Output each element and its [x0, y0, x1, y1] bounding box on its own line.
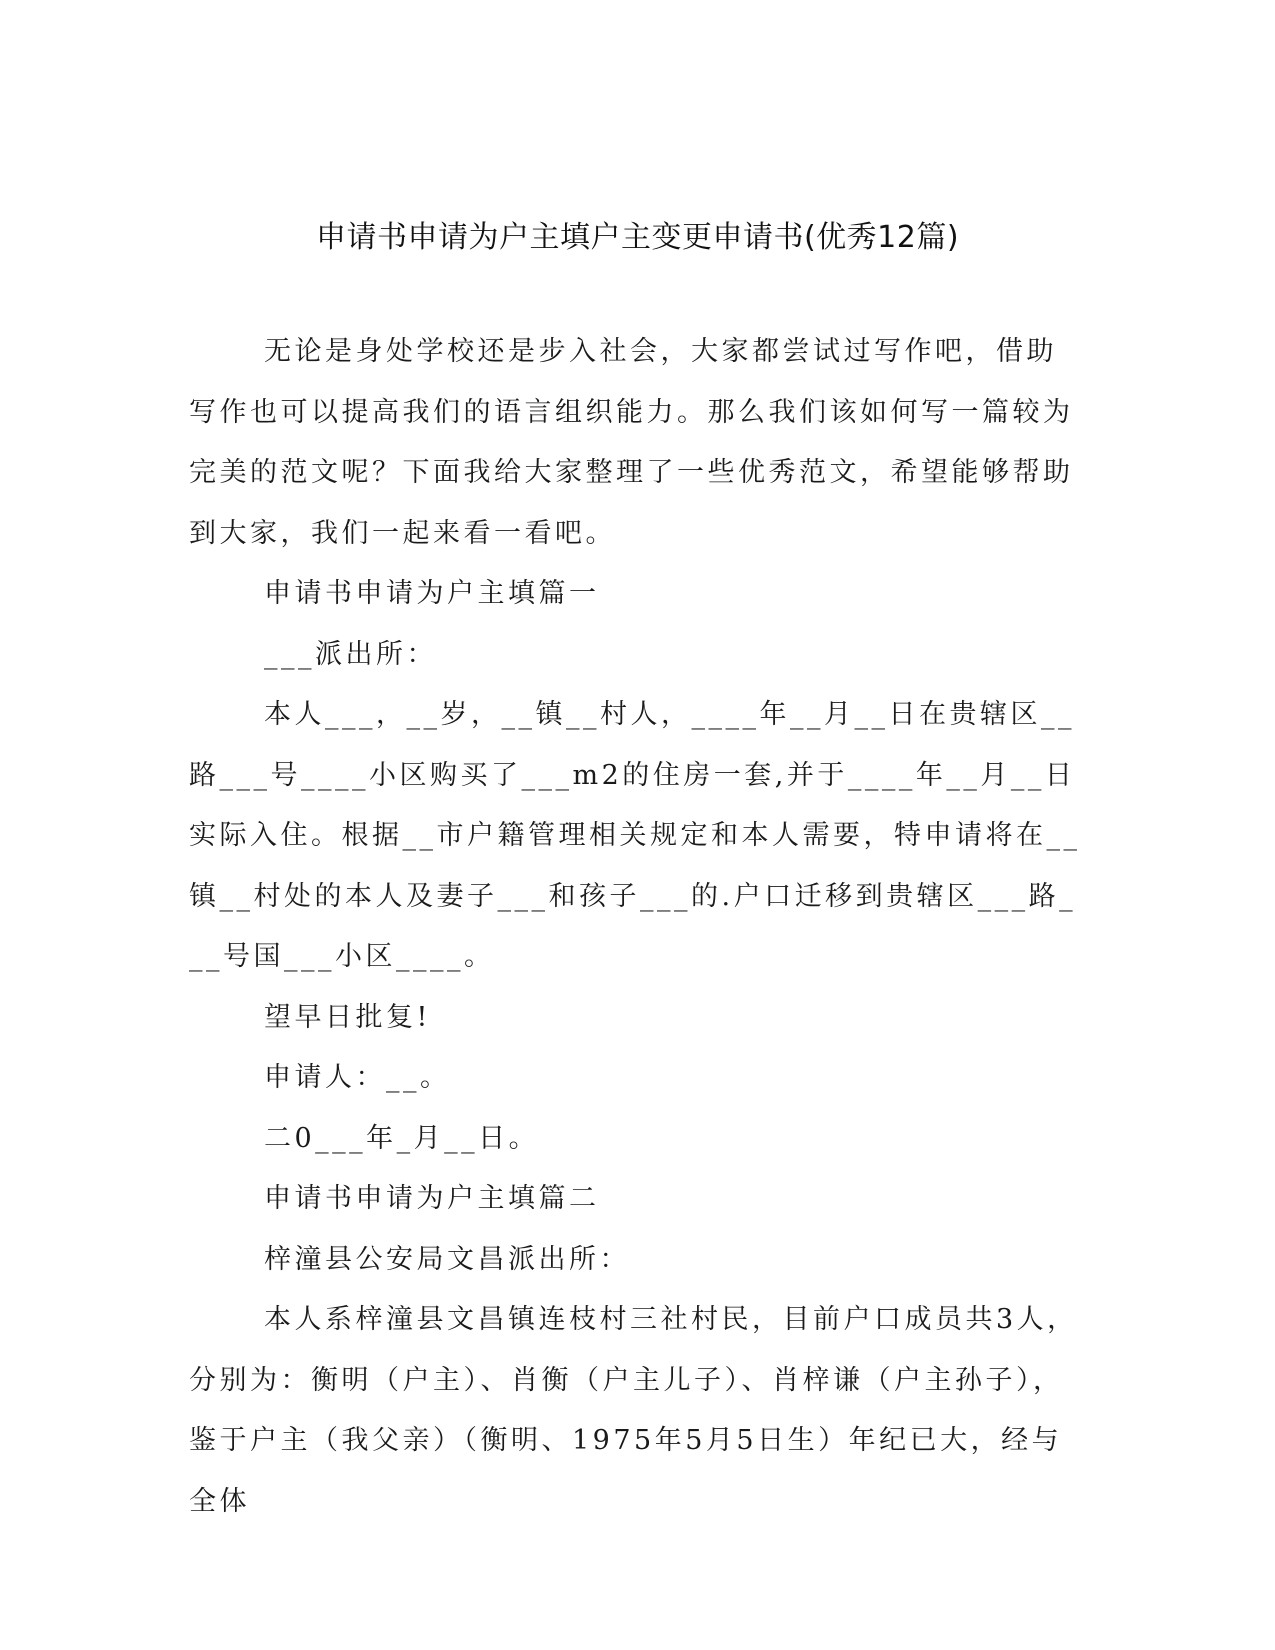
date-line: 二0___年_月__日。	[264, 1122, 540, 1154]
addressee-1: ___派出所：	[264, 638, 437, 670]
section-heading-2: 申请书申请为户主填篇二	[264, 1183, 600, 1214]
body-paragraph-2: 本人系梓潼县文昌镇连枝村三社村民，目前户口成员共3人，分别为：衡明（户主）、肖衡（户主儿子）、肖梓谦（户主孙子），鉴于户主（我父亲）（衡明、1975年5月5日生）年纪已大，经与全体	[189, 1304, 1078, 1517]
intro-paragraph: 无论是身处学校还是步入社会，大家都尝试过写作吧，借助写作也可以提高我们的语言组织能力。那么我们该如何写一篇较为完美的范文呢？下面我给大家整理了一些优秀范文，希望能够帮助到大家，我们一起来看一看吧。	[189, 336, 1074, 549]
document-body	[189, 322, 1081, 1532]
body-paragraph-1: 本人___，__岁，__镇__村人，____年__月__日在贵辖区__路___号____小区购买了___m2的住房一套,并于____年__月__日实际入住。根据__市户籍管理相关规定和本人需要，特申请将在__镇__村处的本人及妻子___和孩子___的.户口迁移到贵辖区___路___号国___小区____。	[189, 699, 1081, 972]
document-title: 申请书申请为户主填户主变更申请书(优秀12篇)	[315, 220, 960, 255]
addressee-2: 梓潼县公安局文昌派出所：	[264, 1243, 630, 1275]
applicant-line: 申请人：__。	[264, 1062, 451, 1093]
request-line: 望早日批复!	[264, 1001, 431, 1033]
section-heading-1: 申请书申请为户主填篇一	[264, 578, 600, 609]
